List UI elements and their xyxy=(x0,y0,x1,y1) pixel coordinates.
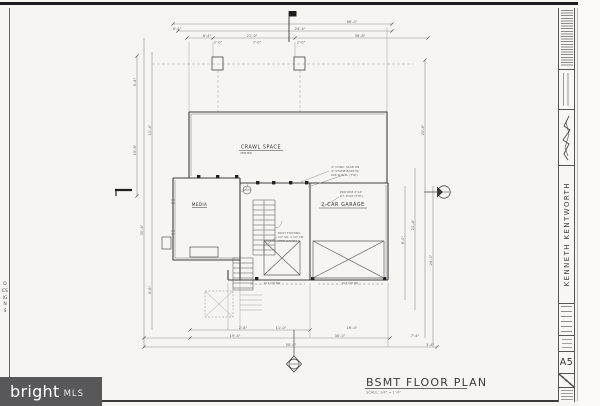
titleblock-info-cell xyxy=(559,70,574,110)
post xyxy=(235,175,238,178)
note-line: 24" SQ. x 12" DP. xyxy=(278,235,304,239)
drawing-title-block xyxy=(365,376,487,395)
stoop-diagonals xyxy=(205,291,262,317)
dimension-lines xyxy=(137,24,437,347)
crawl-space-note: VENTED xyxy=(240,151,253,155)
wall-bump xyxy=(162,237,171,249)
dim-text: 66'-0" xyxy=(346,19,358,24)
designer-logo-icon xyxy=(560,114,574,162)
window-seat xyxy=(190,247,218,257)
dim-text: 21'-4" xyxy=(411,219,415,231)
dim-text: 5'-4" xyxy=(133,77,137,87)
post xyxy=(305,181,308,184)
titleblock-logo-cell xyxy=(559,110,574,166)
dim-text: 6'-4" xyxy=(172,26,182,31)
dim-text: 50'-0" xyxy=(285,342,297,347)
dim-text: 21'-0" xyxy=(246,33,258,38)
note-line: (TYP. U.N.O.) xyxy=(278,239,297,243)
dim-text: 20'-8" xyxy=(421,124,425,136)
dim-text: 36'-8" xyxy=(354,33,366,38)
garage-door-label: 9x7 OH DR xyxy=(341,280,359,285)
pier-dashed-lines xyxy=(152,64,413,112)
sheet-number: A5 xyxy=(559,357,574,368)
flag xyxy=(289,11,297,17)
garage-label: 2-CAR GARAGE xyxy=(321,203,365,208)
dim-text: 7'-0" xyxy=(252,40,262,45)
exterior-stoop xyxy=(205,291,262,317)
garage-door-label: 9x7 OH DR xyxy=(263,280,281,285)
areaway-treads xyxy=(233,258,253,290)
note-line: POST FOOTING xyxy=(278,231,301,235)
section-marker-right xyxy=(424,186,450,198)
post xyxy=(272,181,275,184)
dim-text: 8'-4" xyxy=(202,33,212,38)
titleblock-strip xyxy=(558,8,575,402)
note-line: 4" STONE BASE W/ xyxy=(331,169,360,173)
dim-text: 7'-4" xyxy=(410,333,420,338)
note-line: 4" CONC. SLAB ON xyxy=(331,165,360,169)
post xyxy=(197,175,200,178)
titleblock-date-cell xyxy=(559,336,574,352)
dim-text: 16'-0" xyxy=(346,325,358,330)
slab-x-boxes xyxy=(264,241,384,278)
dim-text: 11'-4" xyxy=(148,124,152,136)
dim-text: 19'-4" xyxy=(229,333,241,338)
match-line-bracket xyxy=(115,190,132,196)
dim-text: 8'-0" xyxy=(401,235,405,245)
dim-text: 2'-8" xyxy=(238,325,248,330)
underline-paths xyxy=(192,151,367,209)
dim-text: 30'-8" xyxy=(140,224,144,236)
dim-text: 9'-8" xyxy=(148,285,152,295)
post xyxy=(255,277,258,280)
extension-lines xyxy=(152,27,413,347)
drawing-title: BSMT FLOOR PLAN xyxy=(366,376,488,389)
pier xyxy=(212,57,223,70)
client-name: KENNETH KENTWORTH xyxy=(562,182,571,287)
watermark-brand-text: bright xyxy=(10,381,60,401)
porch-piers xyxy=(212,57,305,70)
dim-text: 3'-4" xyxy=(425,342,435,347)
pier xyxy=(294,57,305,70)
titleblock-notes-cell xyxy=(559,8,574,70)
note-line: 6x6 W.W.M. (TYP.) xyxy=(331,173,358,177)
post xyxy=(289,181,292,184)
media-label: MEDIA xyxy=(191,202,208,207)
dim-text: 30'-0" xyxy=(334,333,346,338)
note-line: P.T. POST (TYP.) xyxy=(340,194,363,198)
brightmls-watermark xyxy=(0,377,102,406)
dim-text: 19'-8" xyxy=(133,144,137,156)
dim-text: 11'-0" xyxy=(275,325,287,330)
titleblock-client-cell xyxy=(559,166,574,304)
edge-designs-label: DESIGNS xyxy=(2,282,8,315)
drawing-scale-note: SCALE: 1/4" = 1'-0" xyxy=(366,390,402,395)
label-underlines xyxy=(192,151,367,209)
titleblock-slash-cell xyxy=(559,374,574,388)
dim-text: 24'-4" xyxy=(294,26,306,31)
titleblock-outer-line xyxy=(577,8,578,401)
dim-text: 24'-0" xyxy=(429,254,433,266)
post xyxy=(216,175,219,178)
titleblock-revision-cell xyxy=(559,304,574,336)
x-box-right xyxy=(313,241,384,278)
sheet-number-cell xyxy=(559,352,574,374)
dim-line-paths xyxy=(137,24,437,347)
post xyxy=(256,181,259,184)
stairs-areaway xyxy=(233,258,253,290)
watermark-suffix-text: MLS xyxy=(63,388,85,399)
x-box-left xyxy=(264,241,300,275)
extension-paths xyxy=(189,27,388,347)
titleblock-footer-cell xyxy=(559,388,574,402)
crawl-space-label: CRAWL SPACE xyxy=(240,145,282,151)
dim-text: 2'-0" xyxy=(213,40,223,45)
dim-text: 2'-0" xyxy=(296,40,306,45)
fixtures xyxy=(162,200,218,257)
section-marker-bottom xyxy=(287,330,302,372)
note-line: PROVIDE 4"x4" xyxy=(340,190,363,194)
